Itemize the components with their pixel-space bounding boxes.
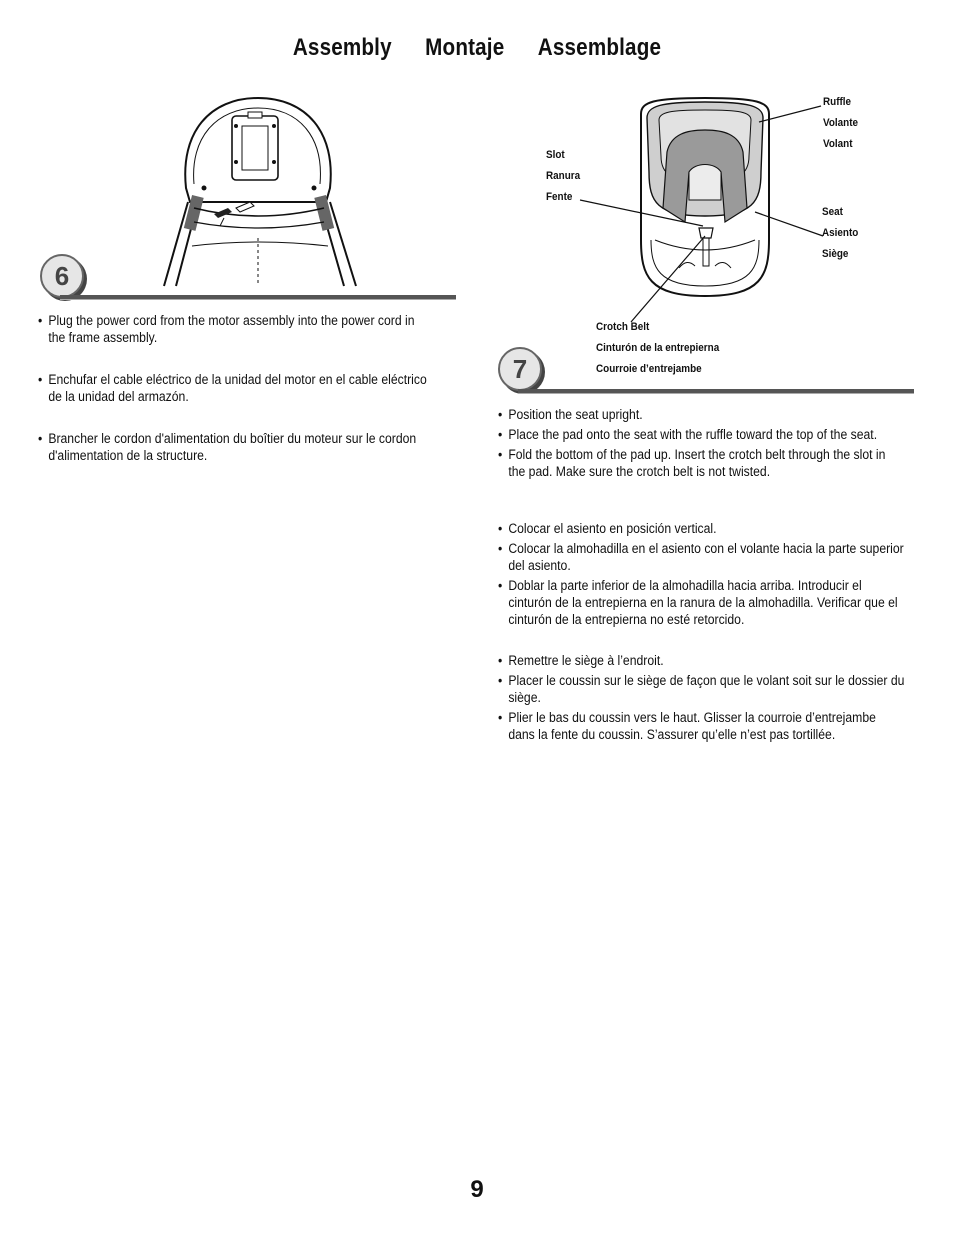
callout-es: Volante [823,117,859,129]
title-french: Assemblage [537,34,662,61]
step7-rule [518,389,914,394]
instruction-item: • Placer le coussin sur le siège de façon que le volant soit sur le dossier du siège. [498,673,906,707]
page-number: 9 [470,1176,484,1203]
callout-es: Ranura [546,170,581,182]
callout-en: Crotch Belt [596,321,650,333]
step6-instructions [38,313,434,468]
step7-instructions-fr [498,653,906,747]
step6-instruction-en: • Plug the power cord from the motor assembly into the power cord in the frame assembly. [38,313,434,347]
instruction-item: • Colocar la almohadilla en el asiento con el volante hacia la parte superior del asiento. [498,541,906,575]
instruction-item: • Doblar la parte inferior de la almohadilla hacia arriba. Introducir el cinturón de la entrepierna en la ranura de la almohadilla. Verificar que el cinturón de la entrepierna no esté retorcido. [498,578,906,629]
instruction-item: • Place the pad onto the seat with the ruffle toward the top of the seat. [498,427,906,444]
spacer [38,409,434,428]
callout-fr: Fente [546,191,573,203]
callout-en: Slot [546,149,565,161]
step7-instructions-en [498,407,906,484]
title-spanish: Montaje [425,34,505,61]
step7-illustration [575,90,835,335]
title-english: Assembly [292,34,392,61]
callout-es: Cinturón de la entrepierna [596,342,720,354]
callout-en: Ruffle [823,96,852,108]
step6-instruction-es: • Enchufar el cable eléctrico de la unidad del motor en el cable eléctrico de la unidad del armazón. [38,372,434,406]
page-title [67,34,887,62]
instruction-item: • Colocar el asiento en posición vertical. [498,521,906,538]
step6-rule [60,295,456,300]
callout-fr: Volant [823,138,853,150]
step6-illustration [150,92,370,288]
callout-es: Asiento [822,227,859,239]
instruction-item: • Fold the bottom of the pad up. Insert the crotch belt through the slot in the pad. Make sure the crotch belt is not twisted. [498,447,906,481]
instruction-item: • Position the seat upright. [498,407,906,424]
step7-badge: 7 [498,347,542,391]
step6-badge: 6 [40,254,84,298]
callout-fr: Siège [822,248,849,260]
crotch-belt-callout [596,317,719,380]
slot-callout [546,145,580,208]
step6-instruction-fr: • Brancher le cordon d'alimentation du boîtier du moteur sur le cordon d'alimentation de la structure. [38,431,434,465]
ruffle-callout [823,92,858,155]
callout-fr: Courroie d’entrejambe [596,363,702,375]
instruction-item: • Remettre le siège à l’endroit. [498,653,906,670]
instruction-item: • Plier le bas du coussin vers le haut. Glisser la courroie d’entrejambe dans la fente du coussin. S’assurer qu’elle n’est pas tortillée. [498,710,906,744]
callout-en: Seat [822,206,843,218]
spacer [38,350,434,369]
seat-callout [822,202,858,265]
step7-instructions-es [498,521,906,632]
